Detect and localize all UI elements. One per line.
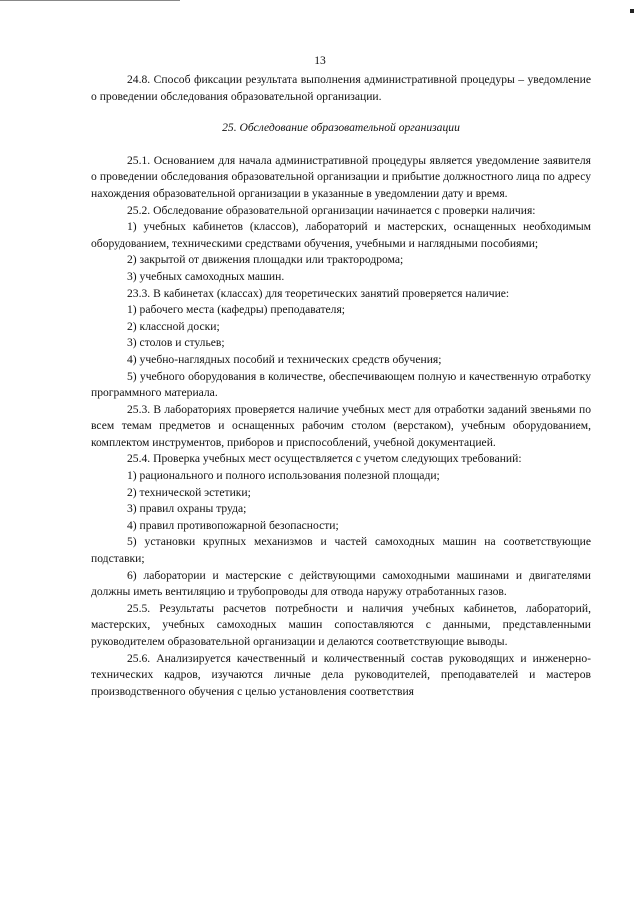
list-item: 4) правил противопожарной безопасности; (127, 518, 339, 532)
list-item: 3) правил охраны труда; (127, 502, 247, 516)
list-item: 1) рабочего места (кафедры) преподавателя; (127, 303, 345, 317)
list-item: 4) учебно-наглядных пособий и технических средств обучения; (127, 352, 442, 366)
list-item: 6) лаборатории и мастерские с действующими самоходными машинами и двигателями должны иметь вентиляцию и трубопроводы для отвода наружу отработанных газов. (91, 568, 591, 599)
list-item: 2) закрытой от движения площадки или трактородрома; (127, 253, 404, 267)
list-item: 2) технической эстетики; (127, 485, 251, 499)
paragraph-25-1: 25.1. Основанием для начала административной процедуры является уведомление заявителя о проведении обследования образовательной организации и прибытие должностного лица по адресу нахождения образовательной организации в указанные в уведомлении дату и время. (91, 153, 591, 200)
list-item: 5) учебного оборудования в количестве, обеспечивающем полную и качественную отработку программного материала. (91, 369, 591, 400)
scan-top-edge-line (0, 0, 180, 1)
paragraph-25-2: 25.2. Обследование образовательной организации начинается с проверки наличия: (127, 203, 536, 217)
list-item: 2) классной доски; (127, 319, 220, 333)
list-item: 5) установки крупных механизмов и частей самоходных машин на соответствующие подставки; (91, 535, 591, 566)
scan-corner-mark (630, 9, 634, 13)
page-number: 13 (314, 54, 326, 67)
paragraph-24-8: 24.8. Способ фиксации результата выполнения административной процедуры – уведомление о проведении обследования образовательной организации. (91, 73, 591, 103)
paragraph-25-3: 25.3. В лабораториях проверяется наличие учебных мест для отработки заданий звеньями по всем темам предметов и оснащенных рабочим столом (верстаком), учебным оборудованием, комплектом инструментов, приборов и приспособлений, учебной документацией. (91, 402, 591, 449)
paragraph-25-6: 25.6. Анализируется качественный и количественный состав руководящих и инженерно-технических кадров, изучаются личные дела руководителей, преподавателей и мастеров производственного обучения с целью установления соответствия (91, 651, 591, 698)
list-item: 3) учебных самоходных машин. (127, 269, 285, 283)
section-title: 25. Обследование образовательной организации (222, 121, 460, 135)
list-item: 1) учебных кабинетов (классов), лабораторий и мастерских, оснащенных необходимым оборудованием, техническими средствами обучения, учебными и наглядными пособиями; (91, 220, 591, 250)
paragraph-25-5: 25.5. Результаты расчетов потребности и наличия учебных кабинетов, лабораторий, мастерских, учебных самоходных машин сопоставляются с данными, представленными руководителем образовательной организации и делаются соответствующие выводы. (91, 601, 591, 648)
paragraph-23-3: 23.3. В кабинетах (классах) для теоретических занятий проверяется наличие: (127, 286, 510, 300)
list-item: 1) рационального и полного использования полезной площади; (127, 469, 440, 483)
paragraph-25-4: 25.4. Проверка учебных мест осуществляется с учетом следующих требований: (127, 452, 522, 466)
list-item: 3) столов и стульев; (127, 336, 225, 350)
document-body (91, 72, 591, 700)
